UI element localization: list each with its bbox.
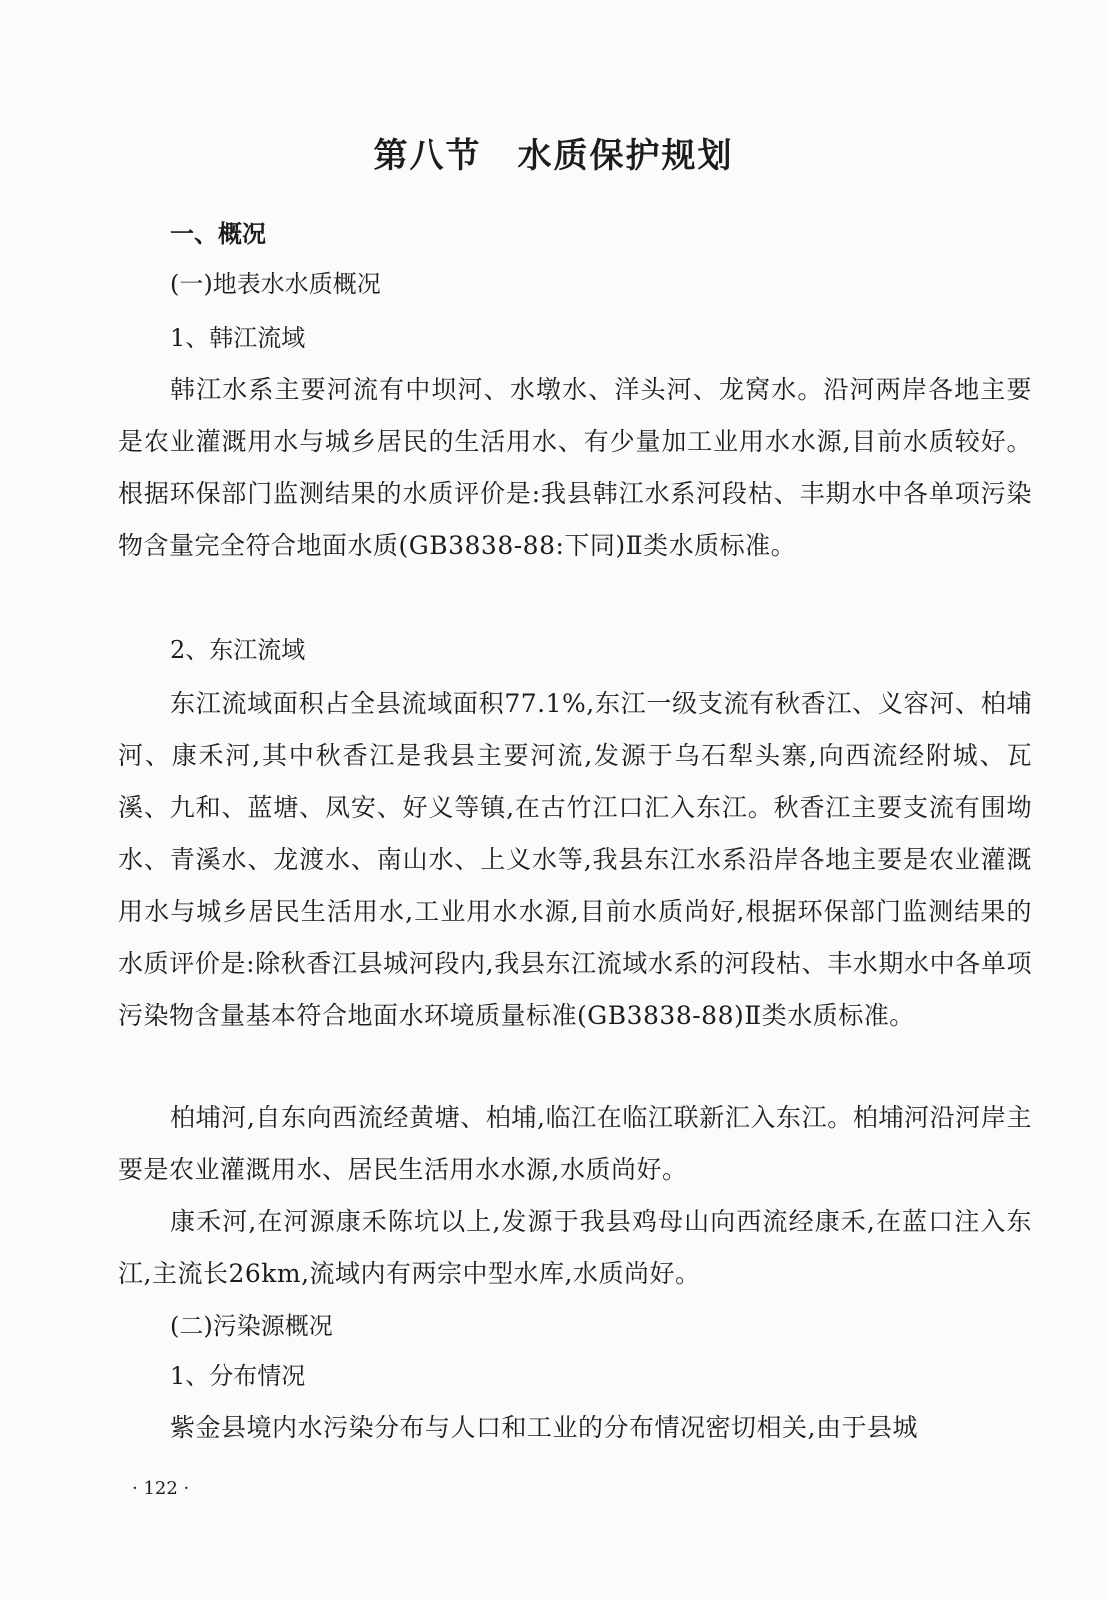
- section-title: [0, 128, 1107, 177]
- page-number: · 122 ·: [132, 1478, 190, 1499]
- section-name: 水质保护规划: [517, 136, 734, 176]
- paragraph-hanjiang: 韩江水系主要河流有中坝河、水墩水、洋头河、龙窝水。沿河两岸各地主要是农业灌溉用水与城乡居民的生活用水、有少量加工业用水水源,目前水质较好。根据环保部门监测结果的水质评价是:我县韩江水系河段枯、丰期水中各单项污染物含量完全符合地面水质(GB3838-88:下同)Ⅱ类水质标准。: [118, 375, 1032, 560]
- subheading-dongjiang: 2、东江流域: [170, 636, 306, 664]
- paragraph-kanghe-river: 康禾河,在河源康禾陈坑以上,发源于我县鸡母山向西流经康禾,在蓝口注入东江,主流长26km,流域内有两宗中型水库,水质尚好。: [118, 1207, 1032, 1288]
- heading-overview: 一、概况: [170, 220, 266, 248]
- section-number: 第八节: [373, 136, 482, 176]
- subheading-pollution-sources: (二)污染源概况: [170, 1312, 333, 1340]
- paragraph-baipu-river: 柏埔河,自东向西流经黄塘、柏埔,临江在临江联新汇入东江。柏埔河沿河岸主要是农业灌溉用水、居民生活用水水源,水质尚好。: [118, 1103, 1032, 1184]
- subheading-hanjiang: 1、韩江流域: [170, 324, 306, 352]
- subheading-surface-water: (一)地表水水质概况: [170, 270, 381, 298]
- subheading-distribution: 1、分布情况: [170, 1362, 306, 1390]
- paragraph-distribution: 紫金县境内水污染分布与人口和工业的分布情况密切相关,由于县城: [170, 1413, 918, 1442]
- paragraph-dongjiang: 东江流域面积占全县流域面积77.1%,东江一级支流有秋香江、义容河、柏埔河、康禾河,其中秋香江是我县主要河流,发源于乌石犁头寨,向西流经附城、瓦溪、九和、蓝塘、凤安、好义等镇,在古竹江口汇入东江。秋香江主要支流有围坳水、青溪水、龙渡水、南山水、上义水等,我县东江水系沿岸各地主要是农业灌溉用水与城乡居民生活用水,工业用水水源,目前水质尚好,根据环保部门监测结果的水质评价是:除秋香江县城河段内,我县东江流域水系的河段枯、丰水期水中各单项污染物含量基本符合地面水环境质量标准(GB3838-88)Ⅱ类水质标准。: [118, 689, 1032, 1030]
